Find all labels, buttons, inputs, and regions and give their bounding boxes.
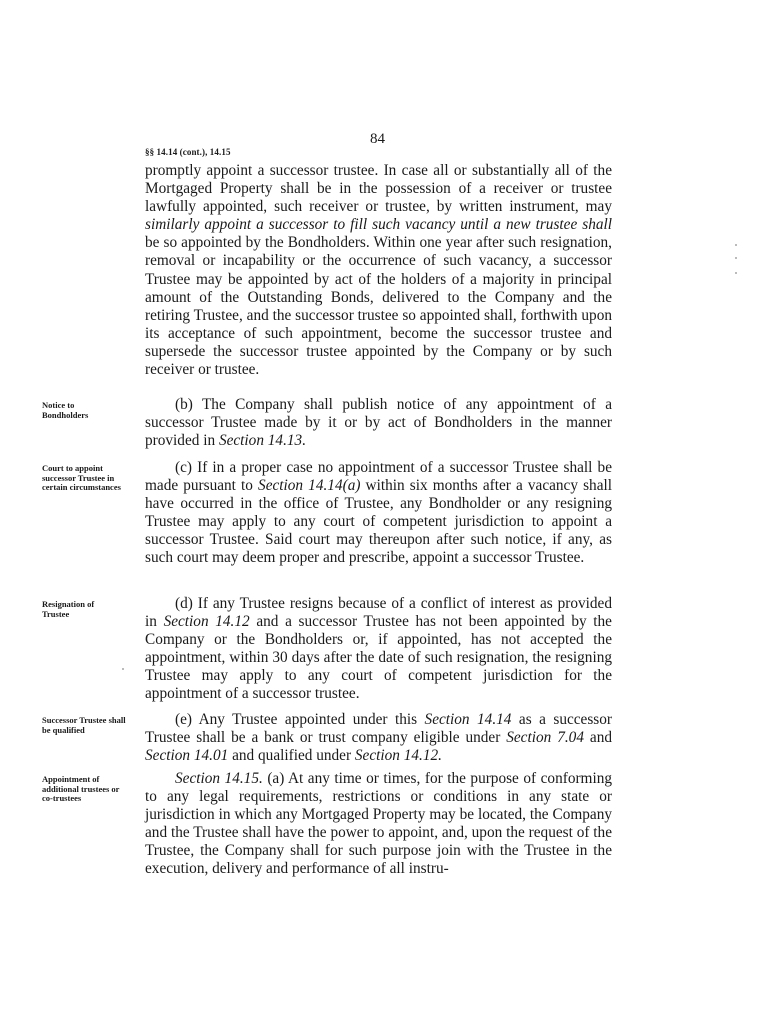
paragraph-section-14-15-a [145, 770, 612, 879]
text-run: and qualified under [228, 747, 355, 765]
side-note-additional-trustees: Appointment of additional trustees or co-trustees [42, 774, 120, 803]
section-reference: Section 14.01 [145, 747, 229, 765]
text-run: (b) The Company shall publish notice of any appointment of a successor Trustee made by it or by act of Bondholders in the manner provided in [145, 396, 612, 450]
paragraph-b [145, 396, 612, 450]
text-run: and a successor Trustee has not been appointed by the Company or the Bondholders or, if appointed, has not accepted the appointment, within 30 days after the date of such resignation, the resigning Trustee may apply to any court of competent jurisdiction for the appointment of a successor trustee. [145, 613, 612, 703]
paragraph-text [145, 595, 612, 704]
paragraph-d [145, 595, 612, 704]
section-reference: Section 14.13. [218, 432, 307, 450]
paragraph-e [145, 711, 612, 765]
section-reference: Section 14.14 [424, 711, 512, 728]
text-run: be so appointed by the Bondholders. Within one year after such resignation, removal or incapability or the occurrence of such vacancy, a successor Trustee may be appointed by act of the holders of a majority in principal amount of the Outstanding Bonds, delivered to the Company and the retiring Trustee, and the successor trustee so appointed shall, forthwith upon its acceptance of such appointment, become the successor trustee and supersede the successor trustee appointed by the Company or by such receiver or trustee. [145, 234, 612, 379]
side-note-notice: Notice to Bondholders [42, 400, 89, 420]
text-run: (c) If in a proper case no appointment of a successor Trustee shall be made pursuant to [145, 459, 612, 495]
paragraph-text [145, 770, 612, 879]
scan-speck [735, 257, 737, 259]
paragraph-continuation [145, 162, 612, 379]
text-run: within six months after a vacancy shall have occurred in the office of Trustee, any Bondholder or any resigning Trustee may apply to any court of competent jurisdiction to appoint a successor Trustee. Said court may thereupon after such notice, if any, as such court may deem proper and prescribe, appoint a successor Trustee. [145, 477, 612, 567]
section-reference: Section 14.12. [354, 747, 442, 765]
scan-speck [122, 668, 124, 670]
paragraph-text [145, 459, 612, 568]
text-run: (e) Any Trustee appointed under this [175, 711, 425, 728]
text-run: and [583, 729, 612, 747]
section-reference: similarly appoint a successor to fill such vacancy until a new trustee shall [145, 216, 612, 234]
section-reference: Section 14.12 [163, 613, 250, 631]
side-note-court: Court to appoint successor Trustee in certain circumstances [42, 463, 121, 492]
text-run: as a successor Trustee shall be a bank or trust company eligible under [145, 711, 612, 747]
paragraph-text [145, 711, 612, 765]
running-head: §§ 14.14 (cont.), 14.15 [145, 147, 231, 157]
paragraph-text [145, 162, 612, 379]
text-run: promptly appoint a successor trustee. In case all or substantially all of the Mortgaged Property shall be in the possession of a receiver or trustee lawfully appointed, such receiver or trustee, by written instrument, may [145, 162, 612, 216]
section-reference: Section 14.15. [175, 770, 263, 787]
paragraph-text [145, 396, 612, 450]
side-note-resignation: Resignation of Trustee [42, 599, 95, 619]
section-reference: Section 7.04 [506, 729, 584, 747]
scan-speck [735, 272, 737, 274]
side-note-successor-qualified: Successor Trustee shall be qualified [42, 715, 126, 735]
section-reference: Section 14.14(a) [258, 477, 361, 495]
text-run: (d) If any Trustee resigns because of a conflict of interest as provided in [145, 595, 612, 631]
page-number: 84 [370, 131, 385, 147]
text-run: (a) At any time or times, for the purpose of conforming to any legal requirements, restrictions or conditions in any state or jurisdiction in which any Mortgaged Property may be located, the Company and the Trustee shall have the power to appoint, and, upon the request of the Trustee, the Company shall for such purpose join with the Trustee in the execution, delivery and performance of all instru- [145, 770, 613, 878]
scan-speck [735, 244, 737, 246]
paragraph-c [145, 459, 612, 568]
